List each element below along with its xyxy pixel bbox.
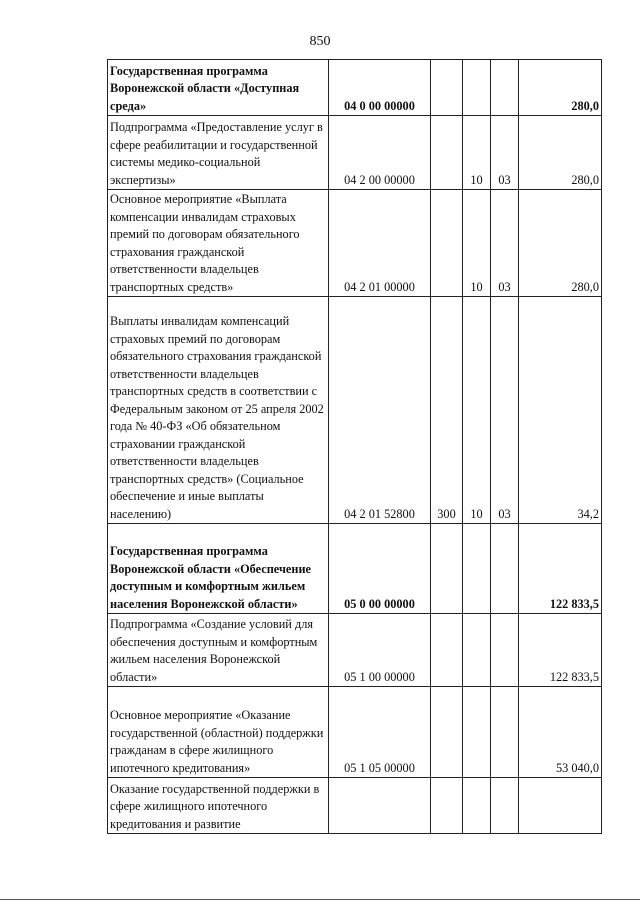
table-row — [108, 116, 602, 190]
row-vr — [431, 778, 463, 834]
budget-table — [107, 59, 602, 834]
row-pr — [491, 687, 519, 778]
row-code — [329, 778, 431, 834]
table-row — [108, 778, 602, 834]
row-vr — [431, 687, 463, 778]
row-code: 04 2 01 00000 — [329, 190, 431, 297]
row-rz: 10 — [463, 190, 491, 297]
table-row — [108, 60, 602, 116]
row-pr — [491, 60, 519, 116]
table-row — [108, 190, 602, 297]
table-row — [108, 524, 602, 614]
row-name: Подпрограмма «Создание условий для обеспечения доступным и комфортным жильем населения Воронежской области» — [108, 614, 329, 687]
row-pr — [491, 524, 519, 614]
row-name: Основное мероприятие «Выплата компенсации инвалидам страховых премий по договорам обязательного страхования гражданской ответственности владельцев транспортных средств» — [108, 190, 329, 297]
row-name: Выплаты инвалидам компенсаций страховых премий по договорам обязательного страхования гражданской ответственности владельцев транспортных средств в соответствии с Федеральным законом от 25 апреля 2002 года № 40-ФЗ «Об обязательном страховании гражданской ответственности владельцев транспортных средств» (Социальное обеспечение и иные выплаты населению) — [108, 297, 329, 524]
row-code: 05 1 05 00000 — [329, 687, 431, 778]
page-bottom-divider — [0, 899, 640, 900]
row-amount: 34,2 — [519, 297, 602, 524]
row-vr — [431, 524, 463, 614]
row-name: Подпрограмма «Предоставление услуг в сфере реабилитации и государственной системы медико-социальной экспертизы» — [108, 116, 329, 190]
row-rz: 10 — [463, 116, 491, 190]
row-pr: 03 — [491, 116, 519, 190]
row-amount — [519, 778, 602, 834]
row-amount: 280,0 — [519, 190, 602, 297]
row-pr — [491, 778, 519, 834]
row-pr — [491, 614, 519, 687]
table-row — [108, 297, 602, 524]
row-pr: 03 — [491, 297, 519, 524]
row-name: Основное мероприятие «Оказание государственной (областной) поддержки гражданам в сфере жилищного ипотечного кредитования» — [108, 687, 329, 778]
row-code: 05 1 00 00000 — [329, 614, 431, 687]
row-rz: 10 — [463, 297, 491, 524]
row-vr: 300 — [431, 297, 463, 524]
row-amount: 280,0 — [519, 116, 602, 190]
row-vr — [431, 614, 463, 687]
row-code: 05 0 00 00000 — [329, 524, 431, 614]
row-vr — [431, 116, 463, 190]
page-number: 850 — [309, 34, 331, 49]
row-code: 04 0 00 00000 — [329, 60, 431, 116]
row-amount: 280,0 — [519, 60, 602, 116]
row-rz — [463, 614, 491, 687]
row-amount: 122 833,5 — [519, 614, 602, 687]
row-vr — [431, 190, 463, 297]
row-amount: 53 040,0 — [519, 687, 602, 778]
row-rz — [463, 687, 491, 778]
row-vr — [431, 60, 463, 116]
row-code: 04 2 00 00000 — [329, 116, 431, 190]
table-row — [108, 614, 602, 687]
row-amount: 122 833,5 — [519, 524, 602, 614]
row-name: Государственная программа Воронежской области «Доступная среда» — [108, 60, 329, 116]
row-code: 04 2 01 52800 — [329, 297, 431, 524]
row-rz — [463, 524, 491, 614]
row-name: Государственная программа Воронежской области «Обеспечение доступным и комфортным жильем населения Воронежской области» — [108, 524, 329, 614]
row-pr: 03 — [491, 190, 519, 297]
row-rz — [463, 778, 491, 834]
row-rz — [463, 60, 491, 116]
table-row — [108, 687, 602, 778]
row-name: Оказание государственной поддержки в сфере жилищного ипотечного кредитования и развитие — [108, 778, 329, 834]
